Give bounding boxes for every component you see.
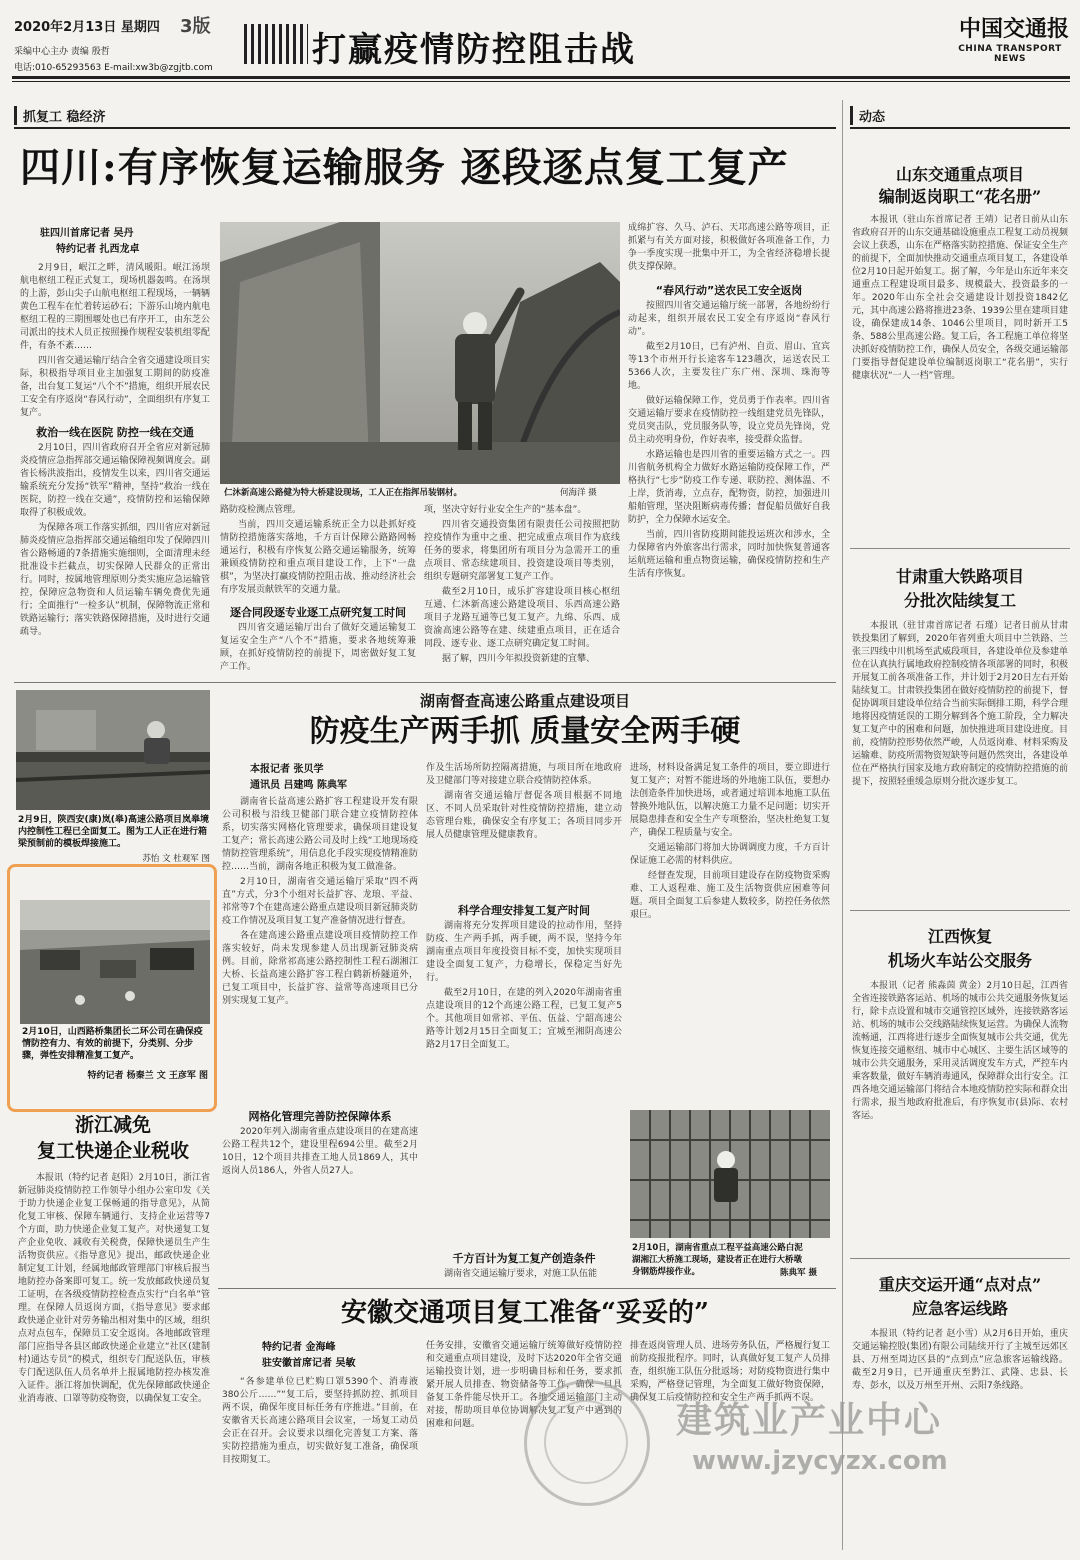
main-photo-credit: 何海洋 摄 — [560, 488, 597, 498]
hunan-photo-credit: 陈典军 摄 — [780, 1268, 817, 1278]
shandong-para: 本报讯（驻山东首席记者 王靖）记者日前从山东省政府召开的山东交通基础设施重点工程复工动员视频会议上获悉，山东在严格落实防控措施、保证安全生产的前提下，全面加快推动交通重点项目复工，各建设单位2月10日起开始复工。据了解，今年是山东近年来交通重点工程建设项目最多、规模最大、投资最多的一年。2020年山东全社会交通建设计划投资1842亿元，其中高速公路将推进23条、1939公里在建项目建设，确保建成14条、1046公里项目，同时新开工5条、588公里高速公路。复工后，各工程施工单位将坚决抓好疫情防控工作，确保人员安全，各级交通运输部门要指导督促建设单位编制返岗职工“花名册”，实行健康状况“一人一档”管理。 — [852, 215, 1068, 381]
masthead-rule-thin — [12, 81, 1070, 82]
main-para: 2月10日，四川省政府召开全省应对新冠肺炎疫情应急指挥部交通运输保障视频调度会。副省长杨洪波指出，疫情发生以来，四川省交通运输系统充分发扬“铁军”精神，坚持“救治一线在医院，防控一线在交通”，疫情防控和运输保障取得了积极成效。 — [20, 443, 210, 518]
hunan-para: 湖南将充分发挥项目建设的拉动作用，坚持防疫、生产两手抓，两手硬，两不误，坚持今年湖南重点项目年度投资目标不变，加快实现项目建设全面复工复产，力稳增长，保稳定当好先行。 — [426, 921, 622, 983]
shandong-headline-1: 山东交通重点项目 — [895, 165, 1024, 184]
main-subhead-3: “春风行动”送农民工安全返岗 — [655, 284, 803, 297]
hunan-kicker: 湖南督查高速公路重点建设项目 — [419, 692, 630, 710]
chongqing-body — [852, 1328, 1068, 1548]
watermark-seal-inner — [544, 1400, 628, 1484]
hunan-col2-text-3 — [426, 1268, 622, 1284]
zhejiang-headline-1: 浙江减免 — [74, 1114, 151, 1136]
main-para: 2月9日，岷江之畔，清风暖阳。岷江汤坝航电枢纽工程正式复工，现场机器轰鸣。在汤坝的上游，彭山尖子山航电枢纽工程现场，一辆辆黄色工程车在忙着转运砂石；下游乐山境内航电枢纽工程的三期围堰处也已有序开工，由东芝公司派出的技术人员正按照操作规程安装机组零配件，有条不紊…… — [20, 263, 210, 351]
main-para: 路防疫检测点管理。 — [220, 505, 302, 515]
hunan-para: 2020年列入湖南省重点建设项目的在建高速公路工程共12个，建设里程694公里。截至2月10日，12个项目共排查工地人员1869人，其中返岗人员186人，外省人员27人。 — [222, 1127, 418, 1176]
hunan-col1-text-2 — [222, 1126, 418, 1278]
gansu-body — [852, 620, 1068, 900]
gansu-headline-1: 甘肃重大铁路项目 — [895, 567, 1024, 586]
hunan-para: 作及生活场所防控隔离措施，与项目所在地政府及卫健部门等对接建立联合疫情防控体系。 — [426, 763, 622, 786]
section-rule-left — [14, 127, 836, 129]
left-photo-top-caption: 2月9日，陕西安(康)岚(皋)高速公路项目岚皋境内控制性工程已全面复工。图为工人正在进行箱梁预制前的模板焊接施工。 — [18, 815, 209, 849]
main-col1-text — [20, 262, 210, 420]
hunan-para: 进场，材料设备满足复工条件的项目，要立即进行复工复产；对暂不能进场的外地施工队伍，要想办法创造条件加快进场，或者通过培训本地施工队伍替换外地队伍，以解决施工力量不足问题；切实开展隐患排查和安全生产专项整治，坚决杜绝复工复产，确保工程质量与安全。 — [630, 763, 830, 838]
main-story-bottom-rule — [14, 682, 836, 683]
anhui-para: “各参建单位已贮购口罩5390个、消毒液380公斤……”“复工后，要坚持抓防控、抓项目两不误，确保年度目标任务有序推进。”目前，在安徽省天长高速公路项目会议室，一场复工动员会正在召开。会议要求以细化完善复工方案、落实防控措施为重点，切实做好复工准备，确保项目按期复工。 — [222, 1377, 418, 1465]
gansu-headline-2: 分批次陆续复工 — [903, 591, 1016, 610]
paper-name-en: CHINA TRANSPORT NEWS — [958, 44, 1062, 64]
main-para: 截至2月10日，成乐扩容建设项目核心枢纽互通、仁沐新高速公路建设项目、乐西高速公路项目子龙路互通等已复工复产。九绵、乐西、成资渝高速公路等在建、续建重点项目，正在适合同段、逐专业、逐工点研究确定复工时间。 — [424, 587, 620, 649]
right-rule-2 — [850, 910, 1070, 911]
contact-line: 电话:010-65293563 E-mail:xw3b@zgjtb.com — [14, 63, 213, 73]
chongqing-headline-2: 应急客运线路 — [911, 1299, 1008, 1318]
boxed-photo-caption: 2月10日，山西路桥集团长二环公司在确保疫情防控有力、有效的前提下，分类别、分步骤，弹性安排精准复工复产。 — [22, 1027, 203, 1061]
hunan-photo-bridge-welding — [630, 1110, 830, 1238]
main-col5-text-2 — [628, 300, 830, 676]
hunan-para: 湖南省长益高速公路扩容工程建设开发有限公司积极与沿线卫健部门联合建立疫情防控体系，切实落实网格化管理要求，确保项目建设复工复产；常长高速公路公司及时上线“工地现场疫情防控管理系统”，用信息化手段实现疫情精准防控……当前，湖南各地正积极为复工做准备。 — [222, 797, 418, 872]
main-col3-text — [220, 504, 416, 600]
main-para: 当前，四川省防疫期间能投运班次和涉水，全力保障省内外旅客出行需求，同时加快恢复普通客运航班运输和重点物资运输，确保疫情防控和生产生活有序恢复。 — [628, 530, 830, 579]
hunan-para: 各在建高速公路重点建设项目疫情防控工作落实较好，尚未发现参建人员出现新冠肺炎病例。目前，除常祁高速公路控制性工程石湖湘江大桥、长益高速公路扩容工程白鹤新桥隧道外，已复工项目中，长益扩容、益常等高速项目已分别实现复工复产。 — [222, 931, 418, 1006]
main-photo-bridge-worker — [220, 222, 620, 484]
main-para: 做好运输保障工作，党员勇于作表率。四川省交通运输厅要求在疫情防控一线组建党员先锋队，党员突击队，党员服务队等，设立党员先锋岗，党员主动亮明身份，作好表率，接受群众监督。 — [628, 396, 830, 445]
hunan-para: 截至2月10日，在建的列入2020年湖南省重点建设项目的12个高速公路工程，已复工复产5个。其他项目如常祁、平伍、伍益、宁韶高速公路等计划2月15日全面复工；宜城至湘阴高速公路2月17日全面复工。 — [426, 988, 622, 1050]
hunan-byline-2: 通讯员 吕建鸣 陈典军 — [250, 780, 347, 791]
main-para: 据了解，四川今年拟投资新建的宜攀、 — [442, 654, 596, 664]
hunan-bottom-rule — [218, 1288, 836, 1289]
hunan-subhead-3: 千方百计为复工复产创造条件 — [452, 1252, 596, 1265]
anhui-para: 任务安排，安徽省交通运输厅统筹做好疫情防控和交通重点项目建设，及时下达2020年全省交通运输投资计划，进一步明确目标和任务，要求抓紧开展人员排查、物资储备等工作，确保一旦具备复工条件能尽快开工。各地交通运输部门主动对接，帮助项目单位协调解决复工复产中遇到的困难和问题。 — [426, 1341, 622, 1429]
chongqing-para: 本报讯（特约记者 赵小雪）从2月6日开始，重庆交通运输控股(集团)有限公司陆续开行了主城至远郊区县、万州至周边区县的“点到点”应急旅客运输线路。截至2月9日，已开通重庆至黔江、武隆、忠县、长寿、彭水，以及万州至开州、云阳7条线路。 — [852, 1329, 1068, 1391]
anhui-byline-2: 驻安徽首席记者 吴敏 — [262, 1358, 356, 1369]
hunan-para: 湖南省交通运输厅要求，对施工队伍能 — [444, 1269, 598, 1279]
editor-line: 采编中心主办 责编 殷哲 — [14, 47, 110, 57]
divider-right-col — [842, 100, 843, 1550]
anhui-col3-text — [630, 1340, 830, 1548]
construction-photo-graphic — [20, 900, 210, 1024]
main-para: 项，坚决守好行业安全生产的“基本盘”。 — [424, 505, 587, 515]
banner-stripes — [244, 24, 308, 64]
section-rule-right — [850, 127, 1070, 129]
main-para: 四川省交通运输厅结合全省交通建设项目实际，积极指导项目业主加强复工期间的防疫准备，出台复工复运“八个不”措施，组织开展农民工安全有序返岗“春风行动”，全面组织有序复工复产。 — [20, 356, 210, 418]
main-para: 按照四川省交通运输厅统一部署，各地纷纷行动起来，组织开展农民工安全有序返岗“春风行动”。 — [628, 301, 830, 337]
zhejiang-body — [18, 1172, 210, 1546]
hunan-byline-1: 本报记者 张贝学 — [250, 764, 324, 775]
anhui-byline-1: 特约记者 金海峰 — [262, 1342, 336, 1353]
hunan-col2-text — [426, 762, 622, 898]
anhui-headline: 安徽交通项目复工准备“妥妥的” — [341, 1298, 709, 1328]
main-para: 截至2月10日，已有泸州、自贡、眉山、宜宾等13个市州开行长途客车123趟次，运送农民工5366人次，主要发往广东广州、深圳、珠海等地。 — [628, 342, 830, 391]
main-para: 四川省交通运输厅出台了做好交通运输复工复运安全生产“八个不”措施，要求各地统筹兼顾，在抓好疫情防控的前提下，周密做好复工复产工作。 — [220, 623, 416, 672]
hunan-col1-text — [222, 796, 418, 1092]
main-col5-text — [628, 222, 830, 278]
jiangxi-headline-2: 机场火车站公交服务 — [887, 951, 1032, 970]
paper-name: 中国交通报 — [958, 16, 1069, 42]
left-photo-girder-welding — [16, 690, 210, 810]
shandong-body — [852, 214, 1068, 536]
main-headline: 四川:有序恢复运输服务 逐段逐点复工复产 — [20, 144, 789, 191]
main-subhead-2: 逐合同段逐专业逐工点研究复工时间 — [230, 606, 406, 619]
jiangxi-para: 本报讯（记者 熊淼茵 黄金）2月10日起，江西省全省连接铁路客运站、机场的城市公共交通服务恢复运行，除卡点设置和城市交通管控区域外，连接铁路客运站、机场的城市公交线路陆续恢复运营。为确保人流物流畅通，江西将进行逐步全面恢复城市公共交通，优先恢复连接交通枢纽、城市中心城区、主要生活区域等的城市公共交通服务，采用灵活调度发车方式，严控车内乘客数量，做好车辆消毒通风，保障群众出行安全。江西各地交通运输部门将结合本地疫情防控实际和群众出行需求，报当地政府批准后，有序恢复市(县)际、农村客运。 — [852, 981, 1068, 1121]
main-para: 四川省交通投资集团有限责任公司按照把防控疫情作为重中之重、把完成重点项目作为底线任务的要求，将集团所有项目分为急需开工的重点项目、常态续建项目、投资建设项目等类别，组织专题研究部署复工复产工作。 — [424, 520, 620, 582]
masthead-rule — [12, 76, 1070, 79]
banner-title: 打赢疫情防控阻击战 — [312, 30, 636, 70]
main-byline-1: 驻四川首席记者 吴丹 — [40, 228, 134, 239]
main-col4-text — [424, 504, 620, 676]
hunan-para: 湖南省交通运输厅督促各项目根据不同地区、不同人员采取针对性疫情防控措施，建立动态管理台账，确保安全有序复工；各项目同步开展人员健康管理及健康教育。 — [426, 791, 622, 840]
chongqing-headline-1: 重庆交运开通“点对点” — [878, 1275, 1042, 1294]
main-para: 水路运输也是四川省的重要运输方式之一。四川省航务机构全力做好水路运输防疫保障工作，严格执行“七步”防疫工作专递、联防控、测体温、不上岸，货消毒，立点存，配物资，防控，加强进川船舶管理，坚决阻断病毒传播；督促船员做好自我防护，全力保障水运安全。 — [628, 450, 830, 525]
boxed-photo-credit: 特约记者 杨秦兰 文 王彦军 图 — [87, 1071, 208, 1081]
jiangxi-headline-1: 江西恢复 — [927, 927, 992, 946]
main-subhead-1: 救治一线在医院 防控一线在交通 — [36, 426, 194, 439]
page-number: 3版 — [180, 16, 211, 37]
section-label-left: 抓复工 稳经济 — [14, 106, 106, 125]
section-label-right: 动态 — [850, 106, 885, 125]
left-photo-top-credit: 苏怡 文 杜观军 图 — [142, 854, 210, 864]
hunan-subhead-1: 网格化管理完善防控保障体系 — [248, 1110, 392, 1123]
jiangxi-body — [852, 980, 1068, 1248]
issue-date: 2020年2月13日 星期四 — [14, 20, 160, 35]
main-photo-graphic — [220, 222, 620, 484]
hunan-col2-text-2 — [426, 920, 622, 1246]
hunan-col3-text — [630, 762, 830, 1102]
main-col1-text-2 — [20, 442, 210, 676]
gansu-para: 本报讯（驻甘肃首席记者 石瑾）记者日前从甘肃铁投集团了解到，2020年省列重大项目中兰铁路、兰张三四线中川机场至武威段项目，各建设单位及参建单位在认真执行属地政府控制疫情各项部署的同时，积极开展复工前各项准备工作，并计划于2月20日左右开始陆续复工。甘肃铁投集团在做好疫情防控的前提下，督促协调项目建设单位结合当前实际倒排工期，科学合理地将因疫情延误的工期分解到各个施工阶段，全力解决复工复产中的困难和问题，加快推进项目建设进度。目前，疫情防控形势依然严峻，人员返岗难、材料采购及运输难、防疫所需物资短缺等问题仍然突出，各建设单位在严格执行国家及地方政府制定的疫情防控措施的前提下，按照轻重缓急原则分批次逐步复工。 — [852, 621, 1068, 787]
hunan-para: 交通运输部门将加大协调调度力度，千方百计保证施工必需的材料供应。 — [630, 843, 830, 866]
hunan-headline: 防疫生产两手抓 质量安全两手硬 — [309, 714, 741, 749]
shandong-headline-2: 编制返岗职工“花名册” — [878, 187, 1042, 206]
watermark-url: www.jzycyzx.com — [692, 1446, 948, 1476]
anhui-col1-text — [222, 1376, 418, 1548]
right-rule-3 — [850, 1258, 1070, 1259]
hunan-para: 2月10日，湖南省交通运输厅采取“四不两直”方式，分3个小组对长益扩容、龙琅、平益、祁常等7个在建高速公路重点建设项目新冠肺炎防疫工作情况及项目复工复产准备情况进行督查。 — [222, 877, 418, 926]
masthead — [12, 10, 1070, 72]
hunan-photo-caption: 2月10日，湖南省重点工程平益高速公路白泥湖湘江大桥施工现场，建设者正在进行大桥墩身钢筋焊接作业。 — [632, 1243, 803, 1277]
hunan-photo-graphic — [630, 1110, 830, 1238]
main-para: 成绵扩容、久马、泸石、天邛高速公路等项目，正抓紧与有关方面对接，积极做好各项准备工作，力争一季度实现一批集中开工，为全省经济稳增长提供支撑保障。 — [628, 223, 830, 272]
hunan-para: 经督查发现，目前项目建设存在防疫物资采购难、工人返程难、施工及生活物资供应困难等问题。项目全面复工后参建人数较多，防控任务依然艰巨。 — [630, 871, 830, 920]
watermark-text: 建筑业产业中心 — [676, 1400, 943, 1441]
left-photo-construction-site — [20, 900, 210, 1024]
zhejiang-para: 本报讯（特约记者 赵阳）2月10日，浙江省新冠肺炎疫情防控工作领导小组办公室印发《关于助力快递企业复工保畅通的指导意见》，从简化复工审核、保障车辆通行、支持企业运营等7个方面，助力快递企业复工复产。对快递复工复产企业免收、减收有关税费，保障快递员生产生活物资供应。《指导意见》提出，邮政快递企业制定复工计划，经属地邮政管理部门审核后报当地防控办备案即可复工。统一发放邮政快递员复工证明，在各级疫情防控检查点实行“白名单”管理。在保障人员返岗方面，《指导意见》要求邮政快递企业针对劳务输出相对集中的区域，组织点对点包车，保障员工安全返岗。各地邮政管理部门应指导各县区邮政快递企业建立“社区(建制村)通达专员”的模式，组织专门配送队伍，审核专门配送队伍人员名单并上报属地防控办核发准入证件。浙江将加快调配，优先保障邮政快递企业消毒液、口罩等防疫物资，以确保复工安全。 — [18, 1173, 210, 1404]
main-para: 当前，四川交通运输系统正全力以赴抓好疫情防控措施落实落地，千方百计保障公路路网畅通运行，积极有序恢复公路交通运输服务，统筹兼顾疫情防控和重点项目建设工作，上下“一盘棋”，为坚决打赢疫情防控阻击战、推动经济社会有序发展贡献铁军的交通力量。 — [220, 520, 416, 595]
main-para: 为保障各项工作落实抓细，四川省应对新冠肺炎疫情应急指挥部交通运输组印发了保障四川省公路畅通的7条措施实施细则，全面清理未经批准设卡拦截点，切实保障人民群众的正常出行。同时，按属地管理原则分类实施应急运输管控，保障应急物资和人员运输车辆免费优先通行；全面推行“一检多认”机制，保障物流正常和铁路运输行；落实铁路保障措施，及时进行交通疏导。 — [20, 523, 210, 637]
left-photo-graphic — [16, 690, 210, 810]
anhui-para: 排查返岗管理人员、进场劳务队伍，严格履行复工前防疫报批程序。同时，认真做好复工复产人员排查，组织施工队伍分批返场；对防疫物资进行集中采购，严格登记管理，为全面复工做好物资保障，确保复工后疫情防控和安全生产两手抓两不误。 — [630, 1341, 830, 1403]
main-photo-caption: 仁沐新高速公路健为特大桥建设现场，工人正在指挥吊装钢材。 — [224, 488, 463, 498]
zhejiang-headline-2: 复工快递企业税收 — [36, 1140, 189, 1162]
right-rule-1 — [850, 548, 1070, 549]
hunan-subhead-2: 科学合理安排复工复产时间 — [458, 904, 590, 917]
main-byline-2: 特约记者 扎西龙卓 — [56, 244, 140, 255]
main-col3-text-2 — [220, 622, 416, 676]
